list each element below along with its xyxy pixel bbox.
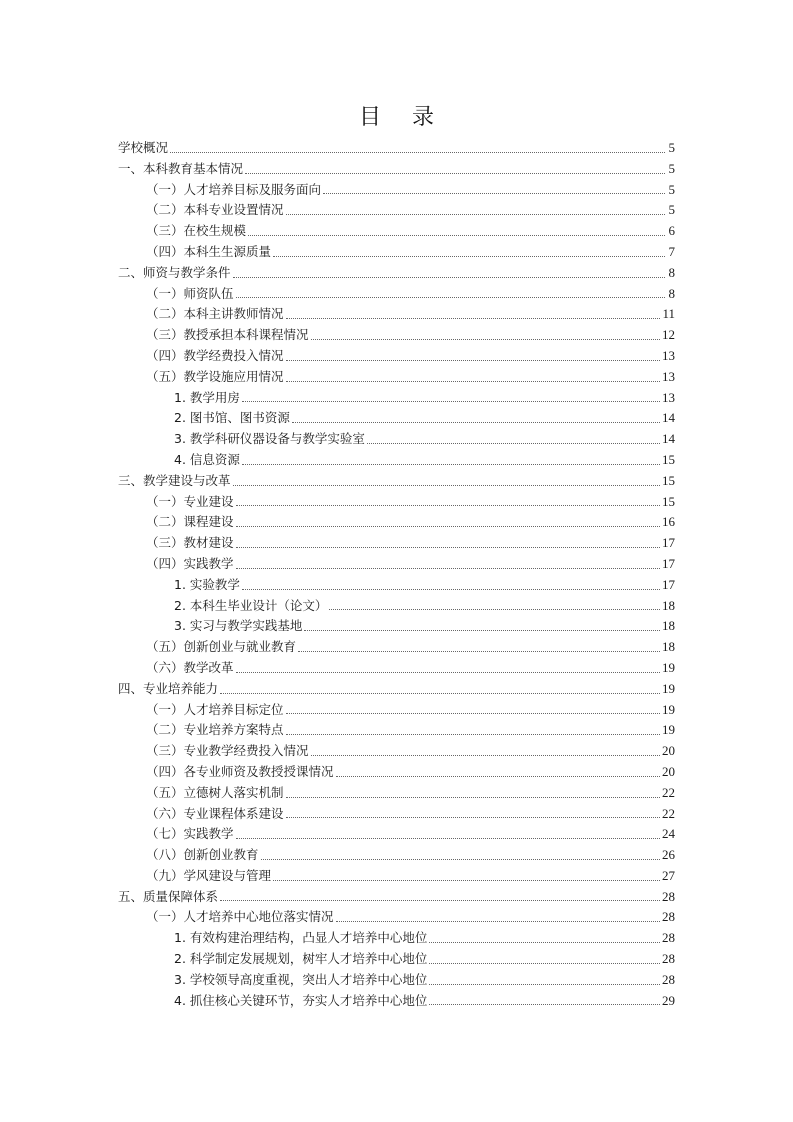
toc-entry-label: （八）创新创业教育 xyxy=(146,847,259,863)
toc-entry-page-number: 5 xyxy=(668,202,675,218)
toc-entry-page-number: 5 xyxy=(668,181,675,197)
dot-leader xyxy=(304,630,660,631)
dot-leader xyxy=(248,235,665,236)
toc-entry[interactable] xyxy=(118,658,675,679)
toc-entry-label: 3. 学校领导高度重视，突出人才培养中心地位 xyxy=(174,971,428,987)
dot-leader xyxy=(429,942,660,943)
dot-leader xyxy=(236,568,660,569)
toc-entry-label: （九）学风建设与管理 xyxy=(146,867,272,883)
dot-leader xyxy=(292,422,660,423)
toc-entry-page-number: 13 xyxy=(662,368,675,384)
toc-entry-page-number: 13 xyxy=(662,347,675,363)
dot-leader xyxy=(429,984,660,985)
toc-entry-page-number: 14 xyxy=(662,410,675,426)
toc-entry-page-number: 19 xyxy=(662,680,675,696)
dot-leader xyxy=(286,214,665,215)
toc-entry[interactable] xyxy=(118,741,675,762)
toc-entry-page-number: 16 xyxy=(662,514,675,530)
dot-leader xyxy=(242,401,660,402)
toc-entry-label: 4. 抓住核心关键环节，夯实人才培养中心地位 xyxy=(174,992,428,1008)
dot-leader xyxy=(273,880,660,881)
toc-entry-page-number: 11 xyxy=(662,306,675,322)
dot-leader xyxy=(233,277,665,278)
toc-entry-label: （六）教学改革 xyxy=(146,659,234,675)
dot-leader xyxy=(261,859,660,860)
dot-leader xyxy=(311,339,660,340)
page-title: 目 录 xyxy=(359,105,446,130)
toc-entry-page-number: 15 xyxy=(662,472,675,488)
dot-leader xyxy=(236,672,660,673)
toc-entry-page-number: 18 xyxy=(662,597,675,613)
toc-entry-label: （二）专业培养方案特点 xyxy=(146,722,284,738)
toc-entry[interactable] xyxy=(118,304,675,325)
dot-leader xyxy=(286,381,660,382)
dot-leader xyxy=(233,485,660,486)
dot-leader xyxy=(298,651,660,652)
toc-entry[interactable] xyxy=(118,512,675,533)
toc-entry-label: （七）实践教学 xyxy=(146,826,234,842)
toc-entry-page-number: 28 xyxy=(662,930,675,946)
toc-entry-label: （一）人才培养目标及服务面向 xyxy=(146,181,322,197)
toc-entry-page-number: 15 xyxy=(662,451,675,467)
toc-entry-label: （一）人才培养中心地位落实情况 xyxy=(146,909,334,925)
toc-entry[interactable] xyxy=(118,200,675,221)
toc-entry[interactable] xyxy=(118,887,675,908)
toc-entry-page-number: 7 xyxy=(668,243,675,259)
toc-entry[interactable] xyxy=(118,492,675,513)
dot-leader xyxy=(286,360,660,361)
dot-leader xyxy=(323,193,665,194)
toc-entry[interactable] xyxy=(118,388,675,409)
dot-leader xyxy=(273,256,665,257)
toc-entry-page-number: 18 xyxy=(662,618,675,634)
toc-entry[interactable] xyxy=(118,824,675,845)
toc-entry[interactable] xyxy=(118,783,675,804)
toc-entry[interactable] xyxy=(118,159,675,180)
toc-entry-label: （一）人才培养目标定位 xyxy=(146,701,284,717)
dot-leader xyxy=(286,713,660,714)
dot-leader xyxy=(170,152,665,153)
toc-entry-label: （二）课程建设 xyxy=(146,514,234,530)
dot-leader xyxy=(329,609,660,610)
toc-entry-label: （三）教材建设 xyxy=(146,535,234,551)
toc-entry-label: 五、质量保障体系 xyxy=(118,888,219,904)
dot-leader xyxy=(336,776,660,777)
toc-entry-label: 3. 实习与教学实践基地 xyxy=(174,618,303,634)
toc-entry-page-number: 8 xyxy=(668,285,675,301)
toc-entry-label: （五）教学设施应用情况 xyxy=(146,368,284,384)
dot-leader xyxy=(429,1004,660,1005)
toc-entry[interactable] xyxy=(118,263,675,284)
toc-entry-page-number: 28 xyxy=(662,971,675,987)
toc-entry[interactable] xyxy=(118,575,675,596)
toc-entry-label: （五）创新创业与就业教育 xyxy=(146,639,297,655)
toc-entry-label: （二）本科主讲教师情况 xyxy=(146,306,284,322)
toc-entry-page-number: 29 xyxy=(662,992,675,1008)
dot-leader xyxy=(242,464,660,465)
dot-leader xyxy=(286,318,661,319)
toc-entry-page-number: 20 xyxy=(662,743,675,759)
dot-leader xyxy=(236,297,665,298)
toc-entry-page-number: 19 xyxy=(662,659,675,675)
toc-entry-page-number: 22 xyxy=(662,805,675,821)
toc-entry-label: 学校概况 xyxy=(118,140,169,155)
dot-leader xyxy=(236,526,660,527)
toc-entry-page-number: 24 xyxy=(662,826,675,842)
toc-entry-label: （三）教授承担本科课程情况 xyxy=(146,327,309,343)
toc-entry[interactable] xyxy=(118,325,675,346)
toc-entry[interactable] xyxy=(118,221,675,242)
toc-entry[interactable] xyxy=(118,180,675,201)
dot-leader xyxy=(236,838,660,839)
toc-entry-page-number: 27 xyxy=(662,867,675,883)
toc-entry-label: （六）专业课程体系建设 xyxy=(146,805,284,821)
dot-leader xyxy=(220,900,660,901)
toc-entry[interactable] xyxy=(118,284,675,305)
dot-leader xyxy=(286,817,660,818)
toc-entry-label: 4. 信息资源 xyxy=(174,451,240,467)
toc-entry-page-number: 22 xyxy=(662,784,675,800)
toc-entry[interactable] xyxy=(118,804,675,825)
toc-entry-page-number: 14 xyxy=(662,431,675,447)
toc-entry[interactable] xyxy=(118,762,675,783)
toc-entry-label: （三）在校生规模 xyxy=(146,223,247,239)
table-of-contents xyxy=(118,138,675,1011)
toc-entry[interactable] xyxy=(118,616,675,637)
toc-entry-page-number: 5 xyxy=(668,140,675,155)
toc-entry-page-number: 20 xyxy=(662,763,675,779)
toc-entry-label: 3. 教学科研仪器设备与教学实验室 xyxy=(174,431,365,447)
toc-entry[interactable] xyxy=(118,429,675,450)
toc-entry[interactable] xyxy=(118,596,675,617)
toc-entry[interactable] xyxy=(118,450,675,471)
toc-entry-label: 四、专业培养能力 xyxy=(118,680,219,696)
dot-leader xyxy=(236,547,660,548)
toc-entry-label: 2. 图书馆、图书资源 xyxy=(174,410,290,426)
dot-leader xyxy=(429,963,660,964)
toc-entry-page-number: 18 xyxy=(662,639,675,655)
toc-entry[interactable] xyxy=(118,866,675,887)
toc-entry-label: （四）教学经费投入情况 xyxy=(146,347,284,363)
toc-entry-label: （三）专业教学经费投入情况 xyxy=(146,743,309,759)
toc-entry-label: 1. 实验教学 xyxy=(174,576,240,592)
toc-entry-page-number: 8 xyxy=(668,264,675,280)
toc-entry[interactable] xyxy=(118,533,675,554)
toc-entry[interactable] xyxy=(118,471,675,492)
dot-leader xyxy=(286,797,660,798)
toc-entry[interactable] xyxy=(118,138,675,159)
toc-entry[interactable] xyxy=(118,949,675,970)
toc-entry-page-number: 28 xyxy=(662,888,675,904)
toc-entry[interactable] xyxy=(118,700,675,721)
dot-leader xyxy=(367,443,660,444)
dot-leader xyxy=(236,505,660,506)
toc-entry-label: 一、本科教育基本情况 xyxy=(118,160,244,176)
toc-entry-label: （四）各专业师资及教授授课情况 xyxy=(146,763,334,779)
toc-entry-label: （二）本科专业设置情况 xyxy=(146,202,284,218)
toc-entry[interactable] xyxy=(118,907,675,928)
toc-entry-page-number: 17 xyxy=(662,576,675,592)
toc-entry-label: （一）专业建设 xyxy=(146,493,234,509)
toc-entry-label: （四）本科生生源质量 xyxy=(146,243,272,259)
toc-entry-page-number: 17 xyxy=(662,535,675,551)
toc-entry[interactable] xyxy=(118,928,675,949)
toc-entry-label: （一）师资队伍 xyxy=(146,285,234,301)
toc-entry[interactable] xyxy=(118,242,675,263)
toc-entry[interactable] xyxy=(118,346,675,367)
dot-leader xyxy=(311,755,660,756)
toc-entry-page-number: 19 xyxy=(662,701,675,717)
toc-entry-label: （四）实践教学 xyxy=(146,555,234,571)
toc-entry-page-number: 15 xyxy=(662,493,675,509)
toc-entry-page-number: 19 xyxy=(662,722,675,738)
toc-entry-page-number: 26 xyxy=(662,847,675,863)
toc-entry-label: 2. 本科生毕业设计（论文） xyxy=(174,597,328,613)
toc-entry[interactable] xyxy=(118,970,675,991)
dot-leader xyxy=(336,921,660,922)
toc-entry[interactable] xyxy=(118,991,675,1012)
toc-entry[interactable] xyxy=(118,845,675,866)
toc-entry-page-number: 12 xyxy=(662,327,675,343)
toc-entry-page-number: 28 xyxy=(662,951,675,967)
toc-entry-page-number: 5 xyxy=(668,160,675,176)
toc-entry-label: 2. 科学制定发展规划，树牢人才培养中心地位 xyxy=(174,951,428,967)
toc-entry[interactable] xyxy=(118,554,675,575)
toc-entry[interactable] xyxy=(118,637,675,658)
toc-entry-page-number: 28 xyxy=(662,909,675,925)
dot-leader xyxy=(286,734,660,735)
toc-entry[interactable] xyxy=(118,720,675,741)
toc-entry-label: 1. 教学用房 xyxy=(174,389,240,405)
dot-leader xyxy=(220,693,660,694)
toc-entry[interactable] xyxy=(118,367,675,388)
toc-entry-page-number: 13 xyxy=(662,389,675,405)
toc-entry-page-number: 17 xyxy=(662,555,675,571)
toc-entry-label: 三、教学建设与改革 xyxy=(118,472,231,488)
toc-entry-label: 1. 有效构建治理结构，凸显人才培养中心地位 xyxy=(174,930,428,946)
toc-entry-page-number: 6 xyxy=(668,223,675,239)
toc-entry-label: 二、师资与教学条件 xyxy=(118,264,231,280)
toc-entry[interactable] xyxy=(118,679,675,700)
toc-entry-label: （五）立德树人落实机制 xyxy=(146,784,284,800)
dot-leader xyxy=(245,173,665,174)
toc-entry[interactable] xyxy=(118,408,675,429)
dot-leader xyxy=(242,589,660,590)
